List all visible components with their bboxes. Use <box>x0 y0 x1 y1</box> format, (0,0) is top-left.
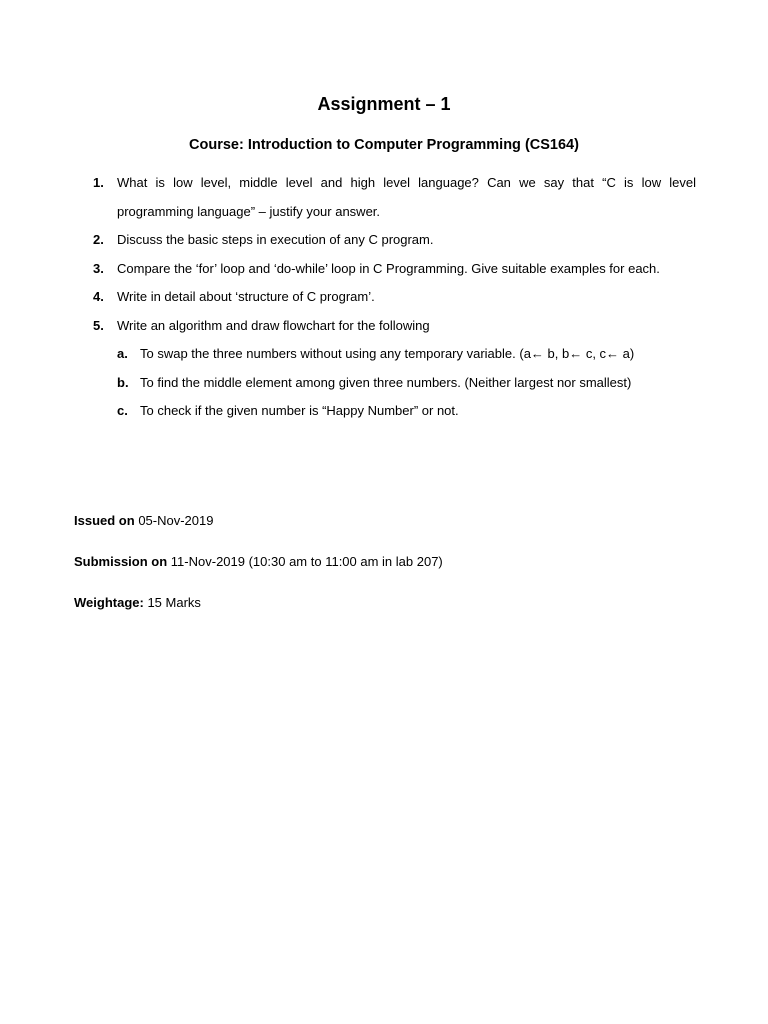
sub-question-text: To check if the given number is “Happy Number” or not. <box>140 403 459 418</box>
question-text: Write an algorithm and draw flowchart for the following <box>117 317 430 333</box>
question-number: 2. <box>93 232 104 247</box>
sub-question-letter: c. <box>117 403 128 418</box>
question-number: 1. <box>93 175 104 190</box>
sub-question-item <box>117 369 696 398</box>
sub-question-list <box>117 340 696 426</box>
question-item <box>93 255 696 284</box>
question-item <box>93 283 696 312</box>
question-number: 4. <box>93 289 104 304</box>
issued-line <box>74 513 213 528</box>
weightage-label: Weightage: <box>74 595 144 610</box>
submission-label: Submission on <box>74 554 168 569</box>
submission-date: 11-Nov-2019 (10:30 am to 11:00 am in lab 207) <box>170 554 443 569</box>
question-item <box>93 226 696 255</box>
sub-question-letter: a. <box>117 346 128 361</box>
question-number: 3. <box>93 260 104 276</box>
question-text: What is low level, middle level and high level language? Can we say that “C is low level programming language” – justify your answer. <box>117 175 696 219</box>
question-list <box>93 169 696 426</box>
assignment-title: Assignment – 1 <box>317 94 451 114</box>
question-text: Discuss the basic steps in execution of any C program. <box>117 232 434 247</box>
sub-question-item <box>117 397 696 426</box>
sub-question-item <box>117 340 696 369</box>
submission-line <box>74 554 443 569</box>
course-heading: Course: Introduction to Computer Programming (CS164) <box>189 137 579 153</box>
question-text: Write in detail about ‘structure of C program’. <box>117 289 375 304</box>
question-item <box>93 169 696 226</box>
question-number: 5. <box>93 317 104 333</box>
weightage-line <box>74 595 201 610</box>
sub-question-letter: b. <box>117 374 129 390</box>
weightage-value: 15 Marks <box>147 595 201 610</box>
sub-question-text: To find the middle element among given three numbers. (Neither largest nor smallest) <box>140 374 632 390</box>
question-text: Compare the ‘for’ loop and ‘do-while’ loop in C Programming. Give suitable examples for each. <box>117 260 660 276</box>
question-item <box>93 312 696 426</box>
issued-label: Issued on <box>74 513 135 528</box>
issued-date: 05-Nov-2019 <box>138 513 214 528</box>
sub-question-text: To swap the three numbers without using any temporary variable. (a← b, b← c, c← a) <box>140 346 635 361</box>
